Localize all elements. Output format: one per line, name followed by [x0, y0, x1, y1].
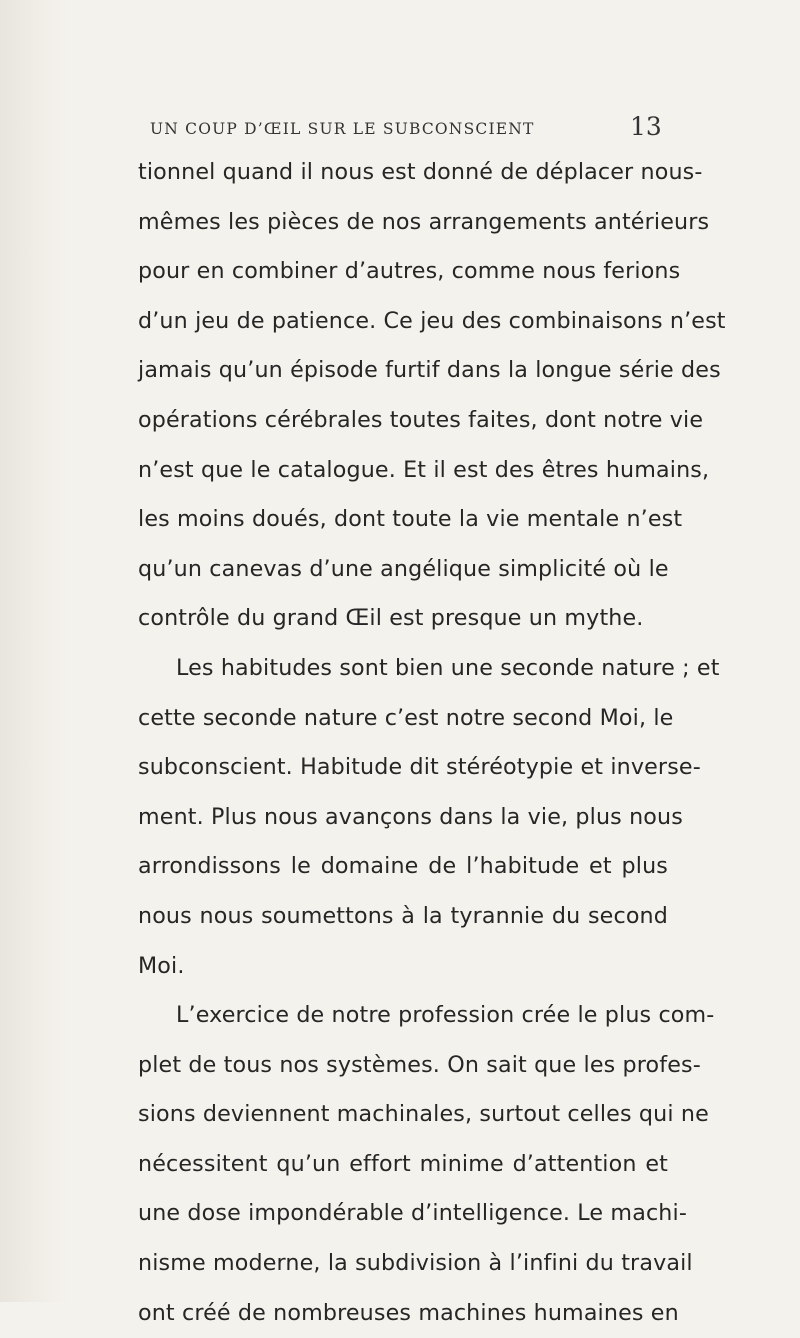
text-line: contrôle du grand Œil est presque un mythe. — [138, 605, 644, 632]
text-line: les moins doués, dont toute la vie mentale n’est — [138, 506, 683, 533]
text-line: jamais qu’un épisode furtif dans la longue série des — [138, 357, 721, 384]
text-line: opérations cérébrales toutes faites, dont notre vie — [138, 406, 704, 433]
text-line: Les habitudes sont bien une seconde nature ; et — [176, 654, 720, 681]
running-title: UN COUP D’ŒIL SUR LE SUBCONSCIENT — [150, 120, 535, 138]
text-line: nécessitent qu’un effort minime d’attention et — [138, 1150, 668, 1177]
text-line: nisme moderne, la subdivision à l’infini du travail — [138, 1250, 693, 1277]
body-text — [138, 148, 726, 1338]
text-line: plet de tous nos systèmes. On sait que les profes- — [138, 1051, 701, 1078]
text-line: sions deviennent machinales, surtout celles qui ne — [138, 1101, 709, 1128]
text-line: tionnel quand il nous est donné de déplacer nous- — [138, 159, 703, 185]
text-line: d’un jeu de patience. Ce jeu des combinaisons n’est — [138, 307, 726, 334]
running-header — [0, 112, 800, 148]
page-number: 13 — [630, 112, 662, 141]
text-line: arrondissons le domaine de l’habitude et plus — [138, 853, 668, 880]
text-line: ont créé de nombreuses machines humaines en — [138, 1299, 679, 1326]
text-line: ment. Plus nous avançons dans la vie, plus nous — [138, 803, 683, 830]
text-line: mêmes les pièces de nos arrangements antérieurs — [138, 208, 710, 235]
text-line: n’est que le catalogue. Et il est des êtres humains, — [138, 456, 710, 483]
text-line: subconscient. Habitude dit stéréotypie et inverse- — [138, 754, 701, 781]
text-line: L’exercice de notre profession crée le plus com- — [176, 1002, 715, 1029]
page-edge-shadow — [0, 0, 70, 1302]
text-line: Moi. — [138, 952, 185, 979]
text-line: pour en combiner d’autres, comme nous ferions — [138, 258, 681, 285]
text-line: nous nous soumettons à la tyrannie du second — [138, 902, 668, 929]
text-line: qu’un canevas d’une angélique simplicité où le — [138, 555, 669, 582]
text-line: une dose impondérable d’intelligence. Le machi- — [138, 1200, 687, 1227]
text-line: cette seconde nature c’est notre second Moi, le — [138, 704, 674, 731]
